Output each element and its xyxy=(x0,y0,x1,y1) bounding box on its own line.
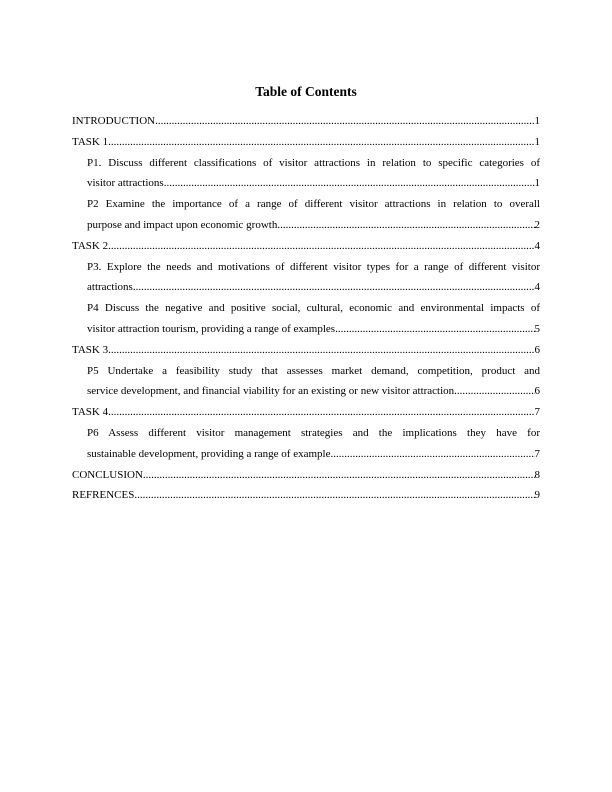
toc-entry-refrences[interactable] xyxy=(72,485,540,506)
toc-entry-text-line1: P6 Assess different visitor management strategies and the implications they have for xyxy=(87,426,540,439)
toc-entry-text-line2: sustainable development, providing a range of example xyxy=(87,447,331,460)
toc-entry-text-line1: P2 Examine the importance of a range of different visitor attractions in relation to overall xyxy=(87,198,540,211)
toc-page-number: 9 xyxy=(534,489,540,502)
dot-leader xyxy=(277,215,534,236)
toc-page-number: 6 xyxy=(534,385,540,398)
toc-entry-text-line2: attractions xyxy=(87,281,133,294)
toc-page-number: 6 xyxy=(534,343,540,356)
toc-entry-conclusion[interactable] xyxy=(72,465,540,486)
toc-entry-text-line2: visitor attraction tourism, providing a range of examples xyxy=(87,322,336,335)
toc-entry-text-line1: P5 Undertake a feasibility study that assesses market demand, competition, product and xyxy=(87,364,540,377)
toc-page-number: 1 xyxy=(534,115,540,127)
toc-page-number: 2 xyxy=(534,218,540,231)
dot-leader xyxy=(454,381,534,402)
toc-entry-text-line2: service development, and financial viability for an existing or new visitor attraction xyxy=(87,385,455,398)
toc-page-number: 4 xyxy=(534,239,540,252)
dot-leader xyxy=(108,132,534,153)
toc-page-number: 5 xyxy=(534,322,540,335)
toc-entry-text-line2: visitor attractions xyxy=(87,177,164,190)
toc-entry-p4[interactable] xyxy=(87,298,540,340)
toc-page-number: 1 xyxy=(534,135,540,148)
toc-page-number: 1 xyxy=(534,177,540,190)
dot-leader xyxy=(133,277,535,298)
dot-leader xyxy=(164,173,535,194)
toc-page-number: 7 xyxy=(534,447,540,460)
toc-entry-introduction[interactable] xyxy=(72,111,540,132)
toc-entry-text: TASK 4 xyxy=(72,406,109,419)
toc-entry-text-line1: P1. Discuss different classifications of visitor attractions in relation to specific categories of xyxy=(87,156,540,169)
toc-entry-text: TASK 3 xyxy=(72,343,109,356)
table-of-contents xyxy=(72,111,540,506)
toc-entry-p5[interactable] xyxy=(87,361,540,403)
dot-leader xyxy=(108,402,534,423)
toc-entry-task-3[interactable] xyxy=(72,340,540,361)
toc-entry-text: REFRENCES xyxy=(72,489,135,502)
toc-entry-text: TASK 2 xyxy=(72,239,109,252)
toc-entry-text: CONCLUSION xyxy=(72,468,143,481)
toc-title: Table of Contents xyxy=(255,84,357,99)
toc-entry-task-1[interactable] xyxy=(72,132,540,153)
toc-entry-p1[interactable] xyxy=(87,153,540,195)
dot-leader xyxy=(155,111,534,132)
toc-entry-task-2[interactable] xyxy=(72,236,540,257)
toc-entry-text: INTRODUCTION xyxy=(72,115,156,127)
toc-page-number: 8 xyxy=(534,468,540,481)
toc-entry-text: TASK 1 xyxy=(72,135,109,148)
toc-entry-p2[interactable] xyxy=(87,194,540,236)
dot-leader xyxy=(143,465,535,486)
dot-leader xyxy=(108,236,534,257)
dot-leader xyxy=(330,444,534,465)
dot-leader xyxy=(134,485,534,506)
dot-leader xyxy=(335,319,534,340)
dot-leader xyxy=(108,340,534,361)
toc-entry-text-line1: P4 Discuss the negative and positive social, cultural, economic and environmental impacts of xyxy=(87,302,540,315)
toc-entry-p6[interactable] xyxy=(87,423,540,465)
toc-entry-text-line1: P3. Explore the needs and motivations of different visitor types for a range of different visitor xyxy=(87,260,540,273)
toc-page-number: 7 xyxy=(534,406,540,419)
toc-page-number: 4 xyxy=(534,281,540,294)
toc-entry-task-4[interactable] xyxy=(72,402,540,423)
toc-entry-text-line2: purpose and impact upon economic growth xyxy=(87,218,278,231)
toc-entry-p3[interactable] xyxy=(87,257,540,299)
